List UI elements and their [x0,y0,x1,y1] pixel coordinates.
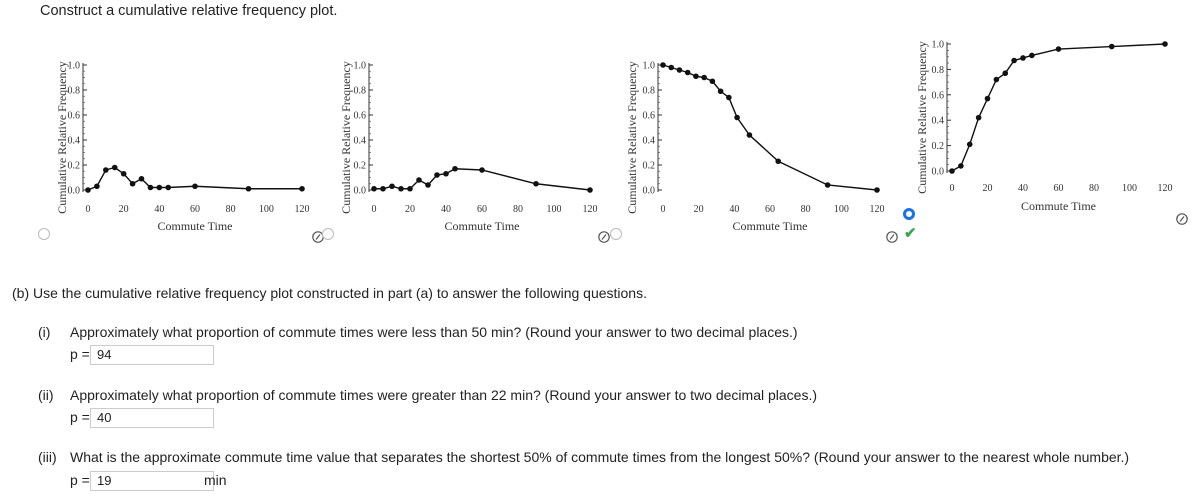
chart-4-y-tick-label: 0.2 [931,141,944,153]
chart-4-x-tick-label: 0 [949,183,955,194]
chart-4-x-label: Commute Time [1020,199,1097,213]
chart-3-y-tick-label: 0.4 [642,135,655,147]
chart-1-radio[interactable] [38,228,50,240]
chart-2-x-tick-label: 120 [582,204,598,215]
chart-2-data-point [371,186,377,192]
chart-2-data-point [389,183,395,189]
chart-3-x-tick-label: 120 [869,204,885,215]
chart-2-data-point [479,167,485,173]
chart-1-y-tick-label: 0.4 [67,135,80,147]
chart-3-radio[interactable] [610,228,622,240]
chart-3-y-label: Cumulative Relative Frequency [625,61,639,214]
chart-2-y-label: Cumulative Relative Frequency [339,61,353,214]
chart-3-data-point [825,182,831,188]
chart-2-data-point [443,171,449,177]
chart-4-data-point [1162,41,1168,47]
chart-3-x-tick-label: 40 [729,204,740,215]
chart-1-x-tick-label: 20 [118,204,129,215]
chart-3-data-point [718,88,724,94]
chart-4-y-tick-label: 0.8 [931,64,944,76]
chart-2-radio[interactable] [322,228,334,240]
chart-3-data-point [874,187,880,193]
chart-2-y-tick-label: 0.6 [353,110,366,122]
chart-1-x-tick-label: 0 [85,204,91,215]
chart-3-x-label: Commute Time [732,219,808,233]
chart-1-data-point [165,185,171,191]
chart-1-y-tick-label: 0.0 [67,185,80,197]
chart-1-data-point [121,171,127,177]
chart-3-x-tick-label: 100 [833,204,849,215]
chart-2-data-point [407,186,413,192]
check-icon: ✔ [904,225,917,242]
chart-2-y-tick-label: 1.0 [353,60,366,72]
chart-1-x-tick-label: 80 [225,204,236,215]
chart-1-data-point [299,186,305,192]
chart-4-data-point [958,163,964,169]
chart-1-y-tick-label: 0.2 [67,160,80,172]
chart-4-data-point [1109,44,1115,50]
chart-3-y-tick-label: 0.0 [642,185,655,197]
chart-4-series-line [952,44,1165,171]
chart-4-x-tick-label: 20 [982,183,993,194]
chart-4-data-point [985,96,991,102]
chart-4-data-point [1011,58,1017,64]
chart-3-series-line [663,65,877,190]
question-ii-text: Approximately what proportion of commute times were greater than 22 min? (Round your answer to two decimal places.) [70,387,818,403]
chart-4-x-tick-label: 120 [1157,183,1173,194]
chart-3-x-tick-label: 0 [660,204,666,215]
answer-ii-input[interactable]: 40 [90,408,214,428]
chart-1-data-point [130,181,136,187]
chart-1-x-tick-label: 40 [154,204,165,215]
chart-3-x-tick-label: 60 [765,204,775,215]
chart-1-data-point [139,176,145,182]
chart-4-data-point [1020,55,1026,61]
chart-4-data-point [949,168,955,174]
chart-3-data-point [660,62,666,68]
chart-4-data-point [1029,53,1035,59]
chart-4-y-tick-label: 0.6 [931,90,944,102]
chart-4-x-tick-label: 80 [1089,183,1099,194]
chart-3-y-tick-label: 1.0 [642,60,655,72]
chart-1-data-point [157,185,163,191]
chart-4-x-tick-label: 40 [1018,183,1028,194]
info-icon[interactable] [886,230,898,242]
chart-2-x-tick-label: 60 [477,204,487,215]
chart-3-data-point [747,132,753,138]
chart-2-data-point [380,186,386,192]
chart-4-x-tick-label: 100 [1122,183,1137,194]
answer-i-input[interactable]: 94 [90,345,214,365]
chart-3-x-tick-label: 80 [800,204,811,215]
chart-2-data-point [425,182,431,188]
chart-2-x-tick-label: 0 [371,204,377,215]
question-iii-text: What is the approximate commute time value that separates the shortest 50% of commute times from the longest 50%? (Round your answer to the nearest whole number.) [70,449,1130,465]
chart-1-y-tick-label: 1.0 [67,60,80,72]
chart-3-y-tick-label: 0.6 [642,110,655,122]
chart-1-y-tick-label: 0.6 [67,110,80,122]
chart-4-data-point [967,142,973,148]
chart-1-data-point [246,186,252,192]
chart-1-x-tick-label: 120 [294,204,310,215]
chart-1-x-label: Commute Time [157,219,233,233]
answer-iii-input[interactable]: 19 [90,471,214,491]
chart-4-y-tick-label: 0.4 [931,115,944,127]
chart-4-y-label: Cumulative Relative Frequency [915,41,929,194]
chart-3-y-tick-label: 0.2 [642,160,655,172]
chart-3-y-tick-label: 0.8 [642,85,655,97]
chart-2-data-point [452,166,458,172]
question-i-number: (i) [38,324,51,340]
chart-2-x-tick-label: 20 [405,204,415,215]
chart-1-data-point [148,185,154,191]
chart-1-y-tick-label: 0.8 [67,85,80,97]
chart-4-data-point [976,115,982,121]
question-ii-number: (ii) [38,387,54,403]
chart-2-y-tick-label: 0.8 [353,85,366,97]
chart-4-y-tick-label: 1.0 [931,39,944,51]
chart-3-x-tick-label: 20 [693,204,704,215]
chart-3-data-point [726,95,732,101]
question-i-text: Approximately what proportion of commute times were less than 50 min? (Round your answer to two decimal places.) [70,324,798,340]
chart-1-data-point [85,187,91,193]
chart-4-y-tick-label: 0.0 [931,166,944,178]
chart-2-y-tick-label: 0.4 [353,135,366,147]
chart-2-data-point [416,177,422,183]
chart-2-x-tick-label: 100 [546,204,562,215]
chart-2-data-point [587,187,593,193]
chart-3-data-point [668,65,674,71]
chart-3-data-point [693,73,699,79]
chart-1-data-point [103,167,109,173]
chart-2-x-label: Commute Time [444,219,520,233]
charts-area [0,0,1200,250]
chart-1-data-point [192,183,198,189]
chart-3-data-point [710,78,716,84]
chart-1-data-point [94,183,100,189]
chart-3-data-point [775,158,781,164]
chart-4-x-tick-label: 60 [1053,183,1064,194]
chart-1-data-point [112,165,118,171]
chart-2-y-tick-label: 0.0 [353,185,366,197]
answer-ii-label: p = [70,409,90,425]
chart-2-data-point [533,181,539,187]
chart-4-data-point [1002,70,1008,76]
chart-4-data-point [994,77,1000,83]
chart-3-data-point [677,67,683,73]
question-iii-number: (iii) [38,449,57,465]
info-icon[interactable] [1176,212,1188,224]
chart-1-x-tick-label: 100 [258,204,274,215]
chart-2-y-tick-label: 0.2 [353,160,366,172]
part-b-instructions: (b) Use the cumulative relative frequency plot constructed in part (a) to answer the following questions. [12,285,647,301]
chart-3-data-point [701,75,707,81]
chart-2-data-point [398,186,404,192]
chart-2-data-point [434,172,440,178]
chart-3-data-point [734,115,740,121]
chart-3-data-point [685,70,691,76]
info-icon[interactable] [598,230,610,242]
answer-i-label: p = [70,346,90,362]
chart-2-x-tick-label: 80 [513,204,523,215]
chart-2-x-tick-label: 40 [441,204,451,215]
answer-iii-unit: min [204,472,227,488]
chart-1-y-label: Cumulative Relative Frequency [55,61,69,214]
chart-4-radio[interactable] [903,208,915,220]
chart-1-x-tick-label: 60 [190,204,200,215]
chart-4-data-point [1056,46,1062,52]
prompt-text: Construct a cumulative relative frequency plot. [40,3,338,19]
answer-iii-label: p = [70,472,90,488]
